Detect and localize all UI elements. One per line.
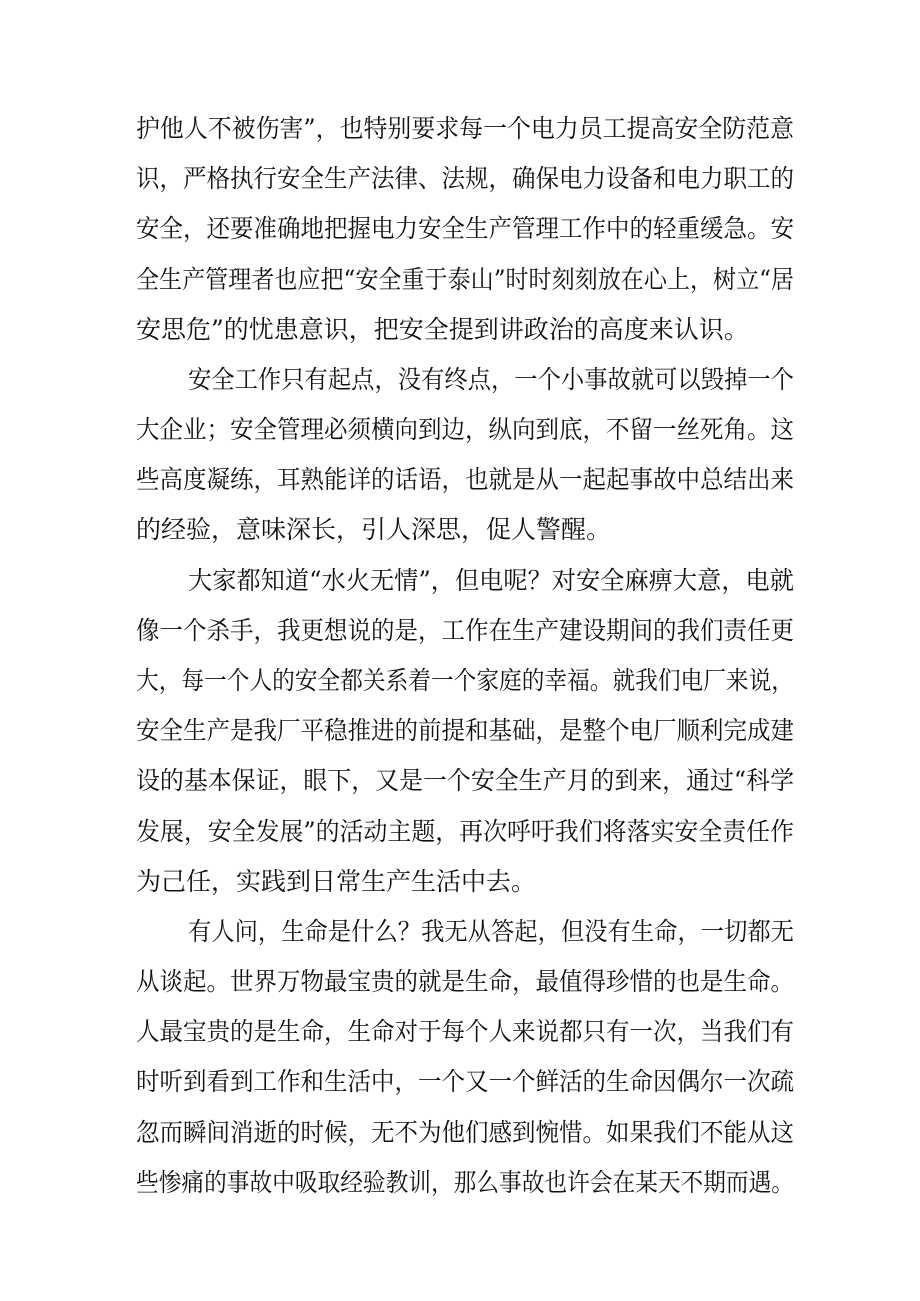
paragraph-3-line-7 [0,860,920,904]
line-text: 发展，安全发展”的活动主题，再次呼吁我们将落实安全责任作 [136,817,794,846]
paragraph-3-line-2 [0,609,920,653]
line-text: 从谈起。世界万物最宝贵的就是生命，最值得珍惜的也是生命。 [136,967,794,996]
line-text: 安全，还要准确地把握电力安全生产管理工作中的轻重缓急。安 [136,214,794,243]
paragraph-3-line-3 [0,659,920,703]
paragraph-2-line-4 [0,508,920,552]
paragraph-4-line-2 [0,960,920,1004]
line-text: 设的基本保证，眼下，又是一个安全生产月的到来，通过“科学 [136,766,794,795]
line-text: 人最宝贵的是生命，生命对于每个人来说都只有一次，当我们有 [136,1017,794,1046]
paragraph-3-line-1 [0,559,920,603]
paragraph-4-line-6 [0,1161,920,1205]
paragraph-2-line-1 [0,358,920,402]
line-text: 的经验，意味深长，引人深思，促人警醒。 [136,515,612,544]
line-text: 时听到看到工作和生活中，一个又一个鲜活的生命因偶尔一次疏 [136,1067,794,1096]
paragraph-3-line-5 [0,759,920,803]
line-text: 安全工作只有起点，没有终点，一个小事故就可以毁掉一个 [188,365,794,394]
line-text: 识，严格执行安全生产法律、法规，确保电力设备和电力职工的 [136,164,794,193]
paragraph-4-line-4 [0,1060,920,1104]
paragraph-1-line-5 [0,308,920,352]
line-text: 有人问，生命是什么？我无从答起，但没有生命，一切都无 [188,917,794,946]
line-text: 大，每一个人的安全都关系着一个家庭的幸福。就我们电厂来说， [136,666,794,695]
line-text: 像一个杀手，我更想说的是，工作在生产建设期间的我们责任更 [136,616,794,645]
paragraph-3-line-4 [0,709,920,753]
paragraph-1-line-4 [0,258,920,302]
line-text: 大家都知道“水火无情”，但电呢？对安全麻痹大意，电就 [188,566,794,595]
paragraph-4-line-3 [0,1010,920,1054]
paragraph-1-line-3 [0,207,920,251]
line-text: 护他人不被伤害”，也特别要求每一个电力员工提高安全防范意 [136,114,794,143]
paragraph-3-line-6 [0,810,920,854]
paragraph-4-line-5 [0,1111,920,1155]
paragraph-4-line-1 [0,910,920,954]
line-text: 大企业；安全管理必须横向到边，纵向到底，不留一丝死角。这 [136,415,794,444]
line-text: 安思危”的忧患意识，把安全提到讲政治的高度来认识。 [136,315,749,344]
paragraph-2-line-2 [0,408,920,452]
line-text: 安全生产是我厂平稳推进的前提和基础，是整个电厂顺利完成建 [136,716,794,745]
line-text: 全生产管理者也应把“安全重于泰山”时时刻刻放在心上，树立“居 [136,265,794,294]
line-text: 些惨痛的事故中吸取经验教训，那么事故也许会在某天不期而遇。 [136,1168,794,1197]
line-text: 忽而瞬间消逝的时候，无不为他们感到惋惜。如果我们不能从这 [136,1118,794,1147]
line-text: 些高度凝练，耳熟能详的话语，也就是从一起起事故中总结出来 [136,465,794,494]
line-text: 为己任，实践到日常生产生活中去。 [136,867,537,896]
paragraph-2-line-3 [0,458,920,502]
paragraph-1-line-1 [0,107,920,151]
paragraph-1-line-2 [0,157,920,201]
